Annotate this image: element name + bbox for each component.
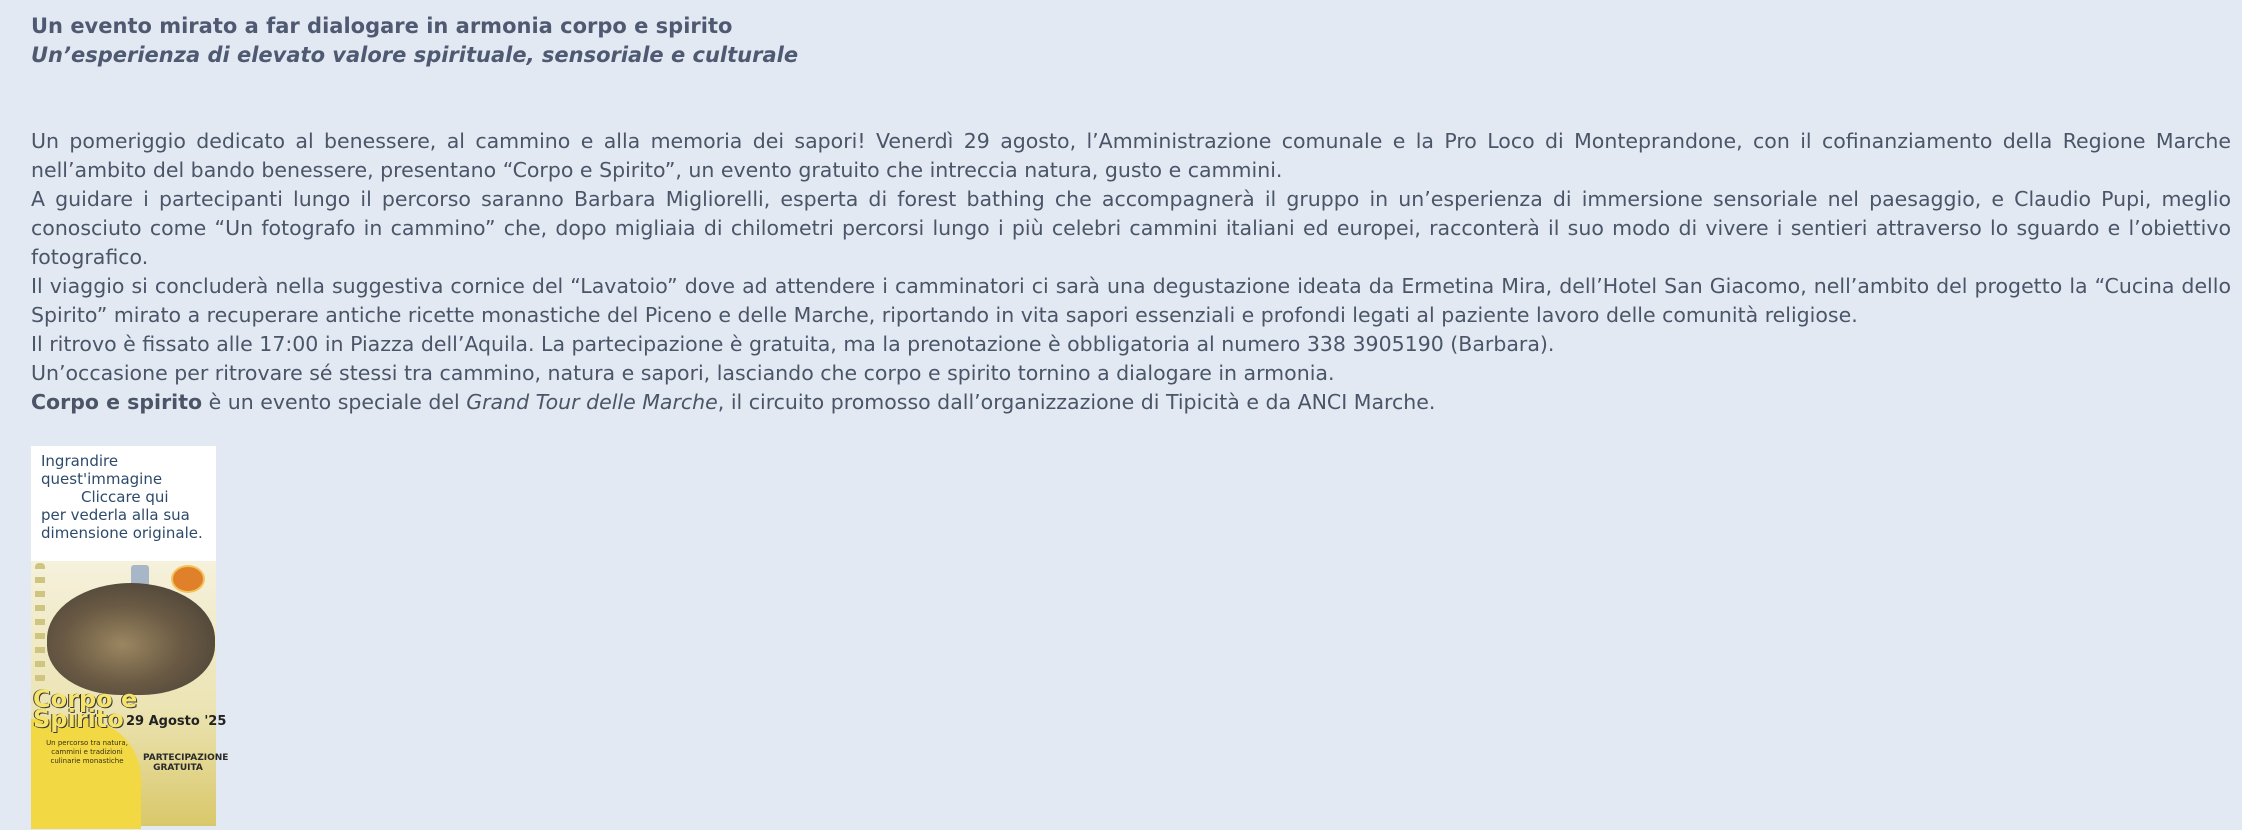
paragraph-intro: Un pomeriggio dedicato al benessere, al cammino e alla memoria dei sapori! Venerdì 29 agosto, l’Amministrazione comunale e la Pro Loco di Monteprandone, con il cofinanziamento della Regione Marche nell’ambito del bando benessere, presentano “Corpo e Spirito”, un evento gratuito che intreccia natura, gusto e cammini.: [31, 129, 2231, 182]
poster-title: Corpo e Spirito: [33, 685, 138, 733]
article-subtitle: Un’esperienza di elevato valore spirituale, sensoriale e culturale: [31, 43, 799, 67]
paragraph-grand-tour: [31, 388, 2231, 417]
enlarge-image-note[interactable]: [31, 446, 216, 556]
paragraph-occasion: Un’occasione per ritrovare sé stessi tra cammino, natura e sapori, lasciando che corpo e spirito tornino a dialogare in armonia.: [31, 361, 1335, 385]
poster-description: Un percorso tra natura, cammini e tradizioni culinarie monastiche: [46, 739, 128, 765]
paragraph-guides: A guidare i partecipanti lungo il percorso saranno Barbara Migliorelli, esperta di forest bathing che accompagnerà il gruppo in un’esperienza di immersione sensoriale nel paesaggio, e Claudio Pupi, meglio conosciuto come “Un fotografo in cammino” che, dopo migliaia di chilometri percorsi lungo i più celebri cammini italiani ed europei, racconterà il suo modo di vivere i sentieri attraverso lo sguardo e l’obiettivo fotografico.: [31, 187, 2231, 269]
paragraph-meeting: Il ritrovo è fissato alle 17:00 in Piazza dell’Aquila. La partecipazione è gratuita, ma la prenotazione è obbligatoria al numero 338 3905190 (Barbara).: [31, 332, 1555, 356]
grand-tour-italic: Grand Tour delle Marche: [466, 390, 718, 414]
event-name-bold: Corpo e spirito: [31, 390, 203, 414]
article-body: [31, 127, 2231, 417]
enlarge-note-line3: per vederla alla sua dimensione originale.: [41, 506, 203, 542]
poster-photo-people: [47, 583, 215, 695]
paragraph-journey: Il viaggio si concluderà nella suggestiva cornice del “Lavatoio” dove ad attendere i camminatori ci sarà una degustazione ideata da Ermetina Mira, dell’Hotel San Giacomo, nell’ambito del progetto la “Cucina dello Spirito” mirato a recuperare antiche ricette monastiche del Piceno e delle Marche, riportando in vita sapori essenziali e profondi legati al paziente lavoro delle comunità religiose.: [31, 274, 2231, 327]
poster-date: 29 Agosto '25: [126, 714, 227, 729]
enlarge-note-line1: Ingrandire quest'immagine: [41, 452, 163, 488]
event-poster-image[interactable]: [31, 561, 229, 826]
pro-loco-logo: [171, 565, 205, 593]
article-title: Un evento mirato a far dialogare in armonia corpo e spirito: [31, 14, 733, 38]
paragraph-grand-tour-mid: è un evento speciale del: [202, 390, 467, 414]
enlarge-note-click[interactable]: Cliccare qui: [81, 488, 169, 506]
paragraph-grand-tour-end: , il circuito promosso dall’organizzazione di Tipicità e da ANCI Marche.: [717, 390, 1436, 414]
poster-image-link[interactable]: [31, 446, 229, 826]
poster-free-participation: PARTECIPAZIONE GRATUITA: [143, 753, 229, 773]
poster-yellow-shape: [31, 719, 141, 829]
footprints-decoration: [35, 563, 45, 683]
